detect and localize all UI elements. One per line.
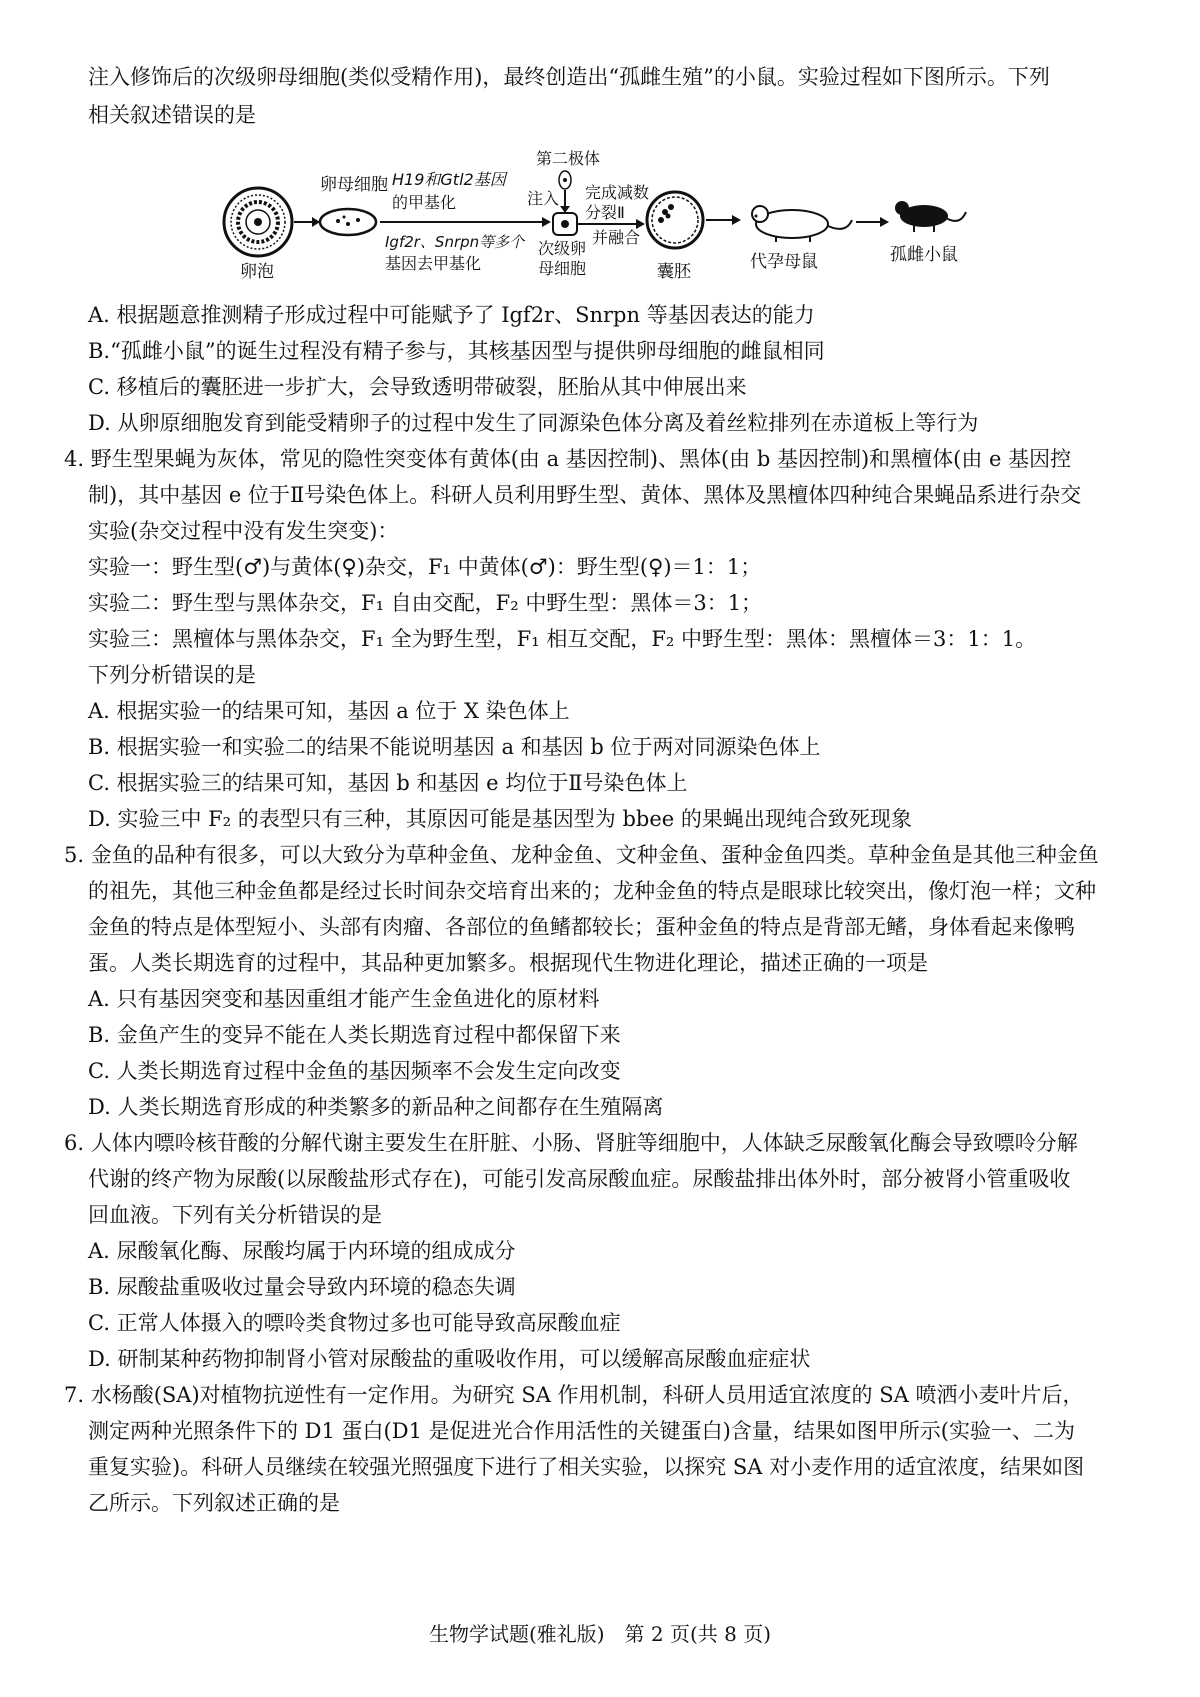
parthenogenetic-mouse-label: 孤雌小鼠 [890,245,958,265]
fuse-label: 并融合 [592,228,641,247]
q4-experiment-1: 实验一：野生型(♂)与黄体(♀)杂交，F₁ 中黄体(♂)：野生型(♀)＝1：1； [88,555,762,579]
q6-option-a: A. 尿酸氧化酶、尿酸均属于内环境的组成成分 [88,1239,516,1263]
q4-stem-line-1: 4. 野生型果蝇为灰体，常见的隐性突变体有黄体(由 a 基因控制)、黑体(由 b 基因控制)和黑檀体(由 e 基因控 [64,447,1072,471]
q7-stem-line-4: 乙所示。下列叙述正确的是 [88,1491,340,1515]
surrogate-label: 代孕母鼠 [750,252,818,272]
q4-experiment-3: 实验三：黑檀体与黑体杂交，F₁ 全为野生型，F₁ 相互交配，F₂ 中野生型：黑体：黑檀体＝3：1：1。 [88,627,1037,651]
q5-option-d: D. 人类长期选育形成的种类繁多的新品种之间都存在生殖隔离 [88,1095,664,1119]
q6-stem-line-3: 回血液。下列有关分析错误的是 [88,1203,382,1227]
inject-label: 注入 [527,189,560,208]
surrogate-mouse-illustration [752,206,852,242]
q4-option-c: C. 根据实验三的结果可知，基因 b 和基因 e 均位于Ⅱ号染色体上 [88,771,688,795]
q5-stem-line-2: 的祖先，其他三种金鱼都是经过长时间杂交培育出来的；龙种金鱼的特点是眼球比较突出，像灯泡一样；文种 [88,879,1096,903]
q3-intro-line-1: 注入修饰后的次级卵母细胞(类似受精作用)，最终创造出“孤雌生殖”的小鼠。实验过程如下图所示。下列 [88,65,1050,89]
meiosis-label-line-1: 完成减数 [585,183,650,202]
demethylation-label-line-1: Igf2r、Snrpn等多个 [385,233,525,251]
secondary-oocyte-label-line-2: 母细胞 [538,259,587,278]
q3-option-c: C. 移植后的囊胚进一步扩大，会导致透明带破裂，胚胎从其中伸展出来 [88,375,747,399]
follicle-illustration [224,188,292,256]
q5-option-b: B. 金鱼产生的变异不能在人类长期选育过程中都保留下来 [88,1023,621,1047]
second-polar-body-label: 第二极体 [536,150,601,168]
q3-option-d: D. 从卵原细胞发育到能受精卵子的过程中发生了同源染色体分离及着丝粒排列在赤道板上等行为 [88,411,979,435]
q3-option-a: A. 根据题意推测精子形成过程中可能赋予了 Igf2r、Snrpn 等基因表达的能力 [88,303,815,327]
blastocyst-label: 囊胚 [657,262,691,282]
q7-stem-line-1: 7. 水杨酸(SA)对植物抗逆性有一定作用。为研究 SA 作用机制，科研人员用适宜浓度的 SA 喷洒小麦叶片后， [64,1383,1084,1407]
q7-stem-line-3: 重复实验)。科研人员继续在较强光照强度下进行了相关实验，以探究 SA 对小麦作用的适宜浓度，结果如图 [88,1455,1085,1479]
q4-experiment-2: 实验二：野生型与黑体杂交，F₁ 自由交配，F₂ 中野生型：黑体＝3：1； [88,591,763,615]
parthenogenetic-mouse-illustration [895,201,966,232]
secondary-oocyte-label-line-1: 次级卵 [538,239,587,258]
blastocyst-illustration [647,192,703,248]
meiosis-label-line-2: 分裂Ⅱ [585,203,625,222]
q7-stem-line-2: 测定两种光照条件下的 D1 蛋白(D1 是促进光合作用活性的关键蛋白)含量，结果如图甲所示(实验一、二为 [88,1419,1075,1443]
methylation-label-line-2: 的甲基化 [392,193,457,212]
oocyte-dish-illustration [320,209,376,235]
methylation-label-line-1: H19和Gtl2基因 [392,170,506,189]
q5-stem-line-3: 金鱼的特点是体型短小、头部有肉瘤、各部位的鱼鳍都较长；蛋种金鱼的特点是背部无鳍，身体看起来像鸭 [88,915,1075,939]
q4-stem-line-2: 制)，其中基因 e 位于Ⅱ号染色体上。科研人员利用野生型、黄体、黑体及黑檀体四种纯合果蝇品系进行杂交 [88,483,1082,507]
follicle-label: 卵泡 [240,262,274,282]
q5-option-a: A. 只有基因突变和基因重组才能产生金鱼进化的原材料 [88,987,600,1011]
q6-stem-line-2: 代谢的终产物为尿酸(以尿酸盐形式存在)，可能引发高尿酸血症。尿酸盐排出体外时，部分被肾小管重吸收 [88,1167,1071,1191]
q6-stem-line-1: 6. 人体内嘌呤核苷酸的分解代谢主要发生在肝脏、小肠、肾脏等细胞中，人体缺乏尿酸氧化酶会导致嘌呤分解 [64,1131,1078,1155]
q4-option-a: A. 根据实验一的结果可知，基因 a 位于 X 染色体上 [88,699,570,723]
oocyte-label: 卵母细胞 [320,175,388,195]
q4-question: 下列分析错误的是 [88,663,256,687]
q5-stem-line-1: 5. 金鱼的品种有很多，可以大致分为草种金鱼、龙种金鱼、文种金鱼、蛋种金鱼四类。草种金鱼是其他三种金鱼 [64,843,1099,867]
secondary-oocyte-illustration [553,213,577,235]
q4-option-b: B. 根据实验一和实验二的结果不能说明基因 a 和基因 b 位于两对同源染色体上 [88,735,821,759]
q5-stem-line-4: 蛋。人类长期选育的过程中，其品种更加繁多。根据现代生物进化理论，描述正确的一项是 [88,951,928,975]
q4-option-d: D. 实验三中 F₂ 的表型只有三种，其原因可能是基因型为 bbee 的果蝇出现纯合致死现象 [88,807,912,831]
q6-option-d: D. 研制某种药物抑制肾小管对尿酸盐的重吸收作用，可以缓解高尿酸血症症状 [88,1347,811,1371]
q3-intro-line-2: 相关叙述错误的是 [88,103,256,127]
page-footer: 生物学试题(雅礼版) 第 2 页(共 8 页) [428,1622,772,1646]
q6-option-c: C. 正常人体摄入的嘌呤类食物过多也可能导致高尿酸血症 [88,1311,621,1335]
q6-option-b: B. 尿酸盐重吸收过量会导致内环境的稳态失调 [88,1275,516,1299]
parthenogenesis-diagram [220,150,980,290]
q3-option-b: B.“孤雌小鼠”的诞生过程没有精子参与，其核基因型与提供卵母细胞的雌鼠相同 [88,339,825,363]
q5-option-c: C. 人类长期选育过程中金鱼的基因频率不会发生定向改变 [88,1059,621,1083]
q4-stem-line-3: 实验(杂交过程中没有发生突变)： [88,519,399,543]
demethylation-label-line-2: 基因去甲基化 [385,254,482,273]
